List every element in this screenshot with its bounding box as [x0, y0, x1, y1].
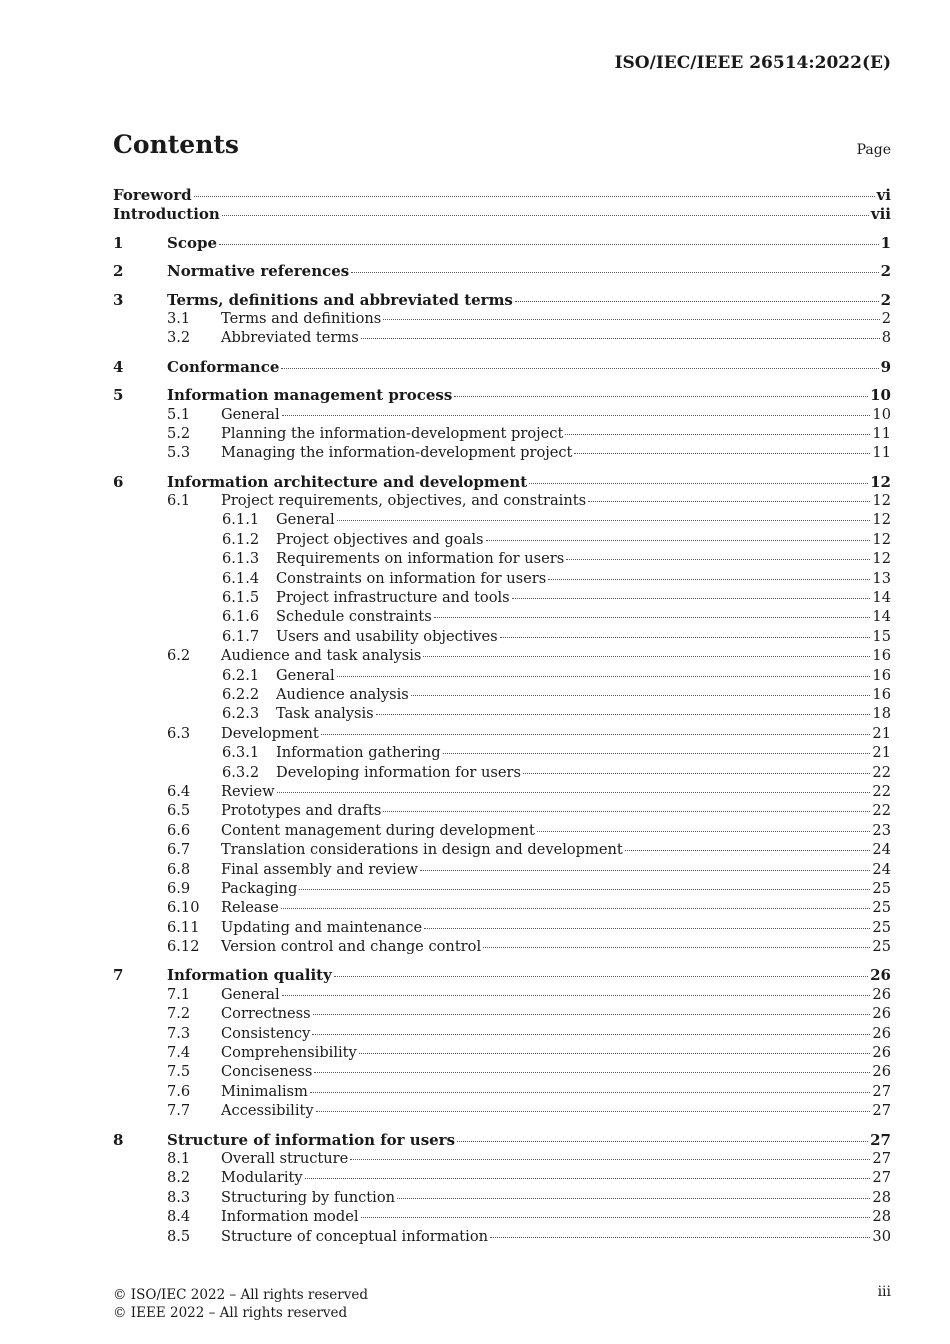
toc-entry-title: Requirements on information for users [276, 550, 565, 568]
toc-entry-page: 14 [872, 608, 891, 626]
toc-entry-title: Review [221, 782, 275, 800]
toc-leader-dots [314, 1072, 870, 1073]
toc-entry-page: 16 [872, 685, 891, 703]
toc-entry[interactable] [113, 667, 891, 686]
toc-entry[interactable] [113, 570, 891, 589]
toc-entry-number: 7.7 [167, 1102, 191, 1120]
toc-leader-dots [500, 637, 871, 638]
toc-leader-dots [312, 1034, 870, 1035]
toc-entry[interactable] [113, 406, 891, 425]
toc-leader-dots [537, 831, 871, 832]
toc-leader-dots [512, 598, 871, 599]
toc-entry[interactable] [113, 492, 891, 511]
toc-leader-dots [351, 272, 878, 273]
toc-entry-number: 2 [113, 262, 124, 281]
toc-leader-dots [457, 1141, 868, 1142]
toc-entry[interactable] [113, 986, 891, 1005]
toc-entry[interactable] [113, 386, 891, 405]
toc-entry-title: Information architecture and development [167, 472, 528, 491]
toc-entry-number: 6.3 [167, 724, 191, 742]
toc-leader-dots [313, 1014, 871, 1015]
toc-entry-title: Comprehensibility [221, 1044, 357, 1062]
toc-entry-number: 6.1.3 [222, 550, 260, 568]
toc-entry-title: Structure of information for users [167, 1130, 456, 1149]
toc-entry-page: 28 [872, 1188, 891, 1206]
toc-entry-page: 24 [872, 860, 891, 878]
toc-entry-number: 5.3 [167, 444, 191, 462]
toc-entry[interactable] [113, 608, 891, 627]
toc-spacer [113, 349, 891, 358]
toc-entry-page: 16 [872, 666, 891, 684]
toc-entry-title: Information quality [167, 966, 332, 985]
toc-entry-number: 6.3.1 [222, 744, 260, 762]
toc-entry-number: 1 [113, 233, 124, 252]
toc-entry-page: 26 [872, 1063, 891, 1081]
toc-entry-title: General [276, 511, 335, 529]
toc-entry-title: General [276, 666, 335, 684]
toc-leader-dots [420, 870, 870, 871]
toc-entry-page: 12 [872, 511, 891, 529]
toc-entry-title: Conciseness [221, 1063, 313, 1081]
toc-leader-dots [483, 947, 870, 948]
toc-spacer [113, 225, 891, 234]
page-column-label: Page [856, 142, 891, 158]
toc-entry-number: 7.6 [167, 1082, 191, 1100]
toc-entry-title: Project infrastructure and tools [276, 589, 510, 607]
copyright-iso-iec: © ISO/IEC 2022 – All rights reserved [113, 1287, 368, 1303]
toc-entry-title: Constraints on information for users [276, 569, 547, 587]
toc-entry-title: Users and usability objectives [276, 627, 498, 645]
toc-entry-page: 8 [881, 329, 891, 347]
toc-entry[interactable] [113, 1025, 891, 1044]
toc-entry[interactable] [113, 589, 891, 608]
toc-entry-page: 27 [872, 1149, 891, 1167]
toc-entry[interactable] [113, 841, 891, 860]
toc-leader-dots [548, 579, 870, 580]
toc-entry-page: 28 [872, 1208, 891, 1226]
toc-entry-number: 6 [113, 472, 124, 491]
toc-entry-number: 3 [113, 290, 124, 309]
toc-entry-number: 6.6 [167, 821, 191, 839]
toc-entry-page: 22 [872, 802, 891, 820]
toc-entry-page: 15 [872, 627, 891, 645]
toc-entry[interactable] [113, 647, 891, 666]
toc-leader-dots [443, 753, 871, 754]
toc-entry-title: Content management during development [221, 821, 535, 839]
toc-leader-dots [316, 1111, 871, 1112]
toc-entry-title: Schedule constraints [276, 608, 432, 626]
toc-entry-title: Development [221, 724, 319, 742]
toc-entry-page: 25 [872, 899, 891, 917]
toc-entry-number: 7.4 [167, 1044, 191, 1062]
toc-leader-dots [194, 196, 875, 197]
toc-entry-page: 26 [872, 1024, 891, 1042]
toc-entry-number: 6.8 [167, 860, 191, 878]
toc-entry-page: 25 [872, 879, 891, 897]
toc-entry[interactable] [113, 186, 891, 205]
toc-leader-dots [397, 1198, 870, 1199]
toc-entry[interactable] [113, 329, 891, 348]
toc-entry-page: 18 [872, 705, 891, 723]
toc-leader-dots [574, 453, 870, 454]
toc-entry-number: 6.1.7 [222, 627, 260, 645]
toc-entry-title: Planning the information-development project [221, 424, 564, 442]
toc-entry-title: Information management process [167, 386, 453, 405]
toc-entry-number: 7 [113, 966, 124, 985]
toc-entry-number: 6.1.6 [222, 608, 260, 626]
toc-spacer [113, 253, 891, 262]
toc-entry-page: 11 [872, 424, 891, 442]
toc-leader-dots [566, 559, 870, 560]
toc-leader-dots [282, 995, 871, 996]
toc-entry[interactable] [113, 919, 891, 938]
toc-leader-dots [411, 695, 871, 696]
toc-leader-dots [490, 1237, 870, 1238]
page-number: iii [877, 1284, 891, 1300]
toc-entry[interactable] [113, 628, 891, 647]
toc-entry-number: 5.1 [167, 405, 191, 423]
toc-leader-dots [299, 889, 870, 890]
toc-entry-page: 9 [880, 357, 891, 376]
toc-leader-dots [423, 656, 870, 657]
toc-leader-dots [337, 676, 871, 677]
footer-copyright [113, 1286, 368, 1322]
toc-entry-number: 6.2.3 [222, 705, 260, 723]
toc-spacer [113, 282, 891, 291]
toc-entry-number: 7.1 [167, 985, 191, 1003]
toc-entry-number: 6.12 [167, 938, 200, 956]
toc-entry[interactable] [113, 725, 891, 744]
toc-entry-title: Structuring by function [221, 1188, 396, 1206]
toc-entry[interactable] [113, 861, 891, 880]
toc-entry[interactable] [113, 425, 891, 444]
toc-entry-page: 26 [872, 985, 891, 1003]
toc-entry-number: 6.5 [167, 802, 191, 820]
toc-entry[interactable] [113, 1044, 891, 1063]
toc-spacer [113, 957, 891, 966]
toc-entry-page: vii [870, 205, 891, 224]
toc-leader-dots [310, 1092, 871, 1093]
toc-leader-dots [424, 928, 870, 929]
toc-entry[interactable] [113, 1131, 891, 1150]
toc-leader-dots [376, 714, 871, 715]
toc-entry[interactable] [113, 1208, 891, 1227]
toc-entry[interactable] [113, 234, 891, 253]
toc-leader-dots [383, 811, 870, 812]
table-of-contents [113, 186, 891, 1247]
toc-entry-title: Overall structure [221, 1149, 349, 1167]
toc-leader-dots [361, 1217, 871, 1218]
toc-entry-number: 8.3 [167, 1188, 191, 1206]
toc-entry-page: 13 [872, 569, 891, 587]
toc-entry-number: 8.2 [167, 1169, 191, 1187]
toc-entry[interactable] [113, 310, 891, 329]
toc-entry-number: 4 [113, 357, 124, 376]
toc-entry-page: 25 [872, 938, 891, 956]
toc-entry-page: 22 [872, 782, 891, 800]
toc-entry[interactable] [113, 822, 891, 841]
toc-entry-title: Foreword [113, 186, 192, 204]
toc-entry-page: 21 [872, 724, 891, 742]
toc-leader-dots [383, 319, 879, 320]
toc-entry-page: 26 [870, 966, 891, 985]
toc-entry-page: 26 [872, 1005, 891, 1023]
toc-entry-page: 12 [870, 472, 891, 491]
copyright-ieee: © IEEE 2022 – All rights reserved [113, 1305, 348, 1321]
toc-entry-page: 2 [880, 290, 891, 309]
toc-entry-page: 25 [872, 918, 891, 936]
toc-leader-dots [277, 792, 871, 793]
toc-entry-number: 6.1.2 [222, 530, 260, 548]
document-identifier: ISO/IEC/IEEE 26514:2022(E) [614, 53, 891, 73]
toc-entry-number: 3.2 [167, 329, 191, 347]
toc-entry-page: 12 [872, 530, 891, 548]
toc-entry[interactable] [113, 550, 891, 569]
toc-entry-number: 8.1 [167, 1149, 191, 1167]
toc-spacer [113, 464, 891, 473]
toc-entry-page: 12 [872, 550, 891, 568]
toc-entry-number: 6.2 [167, 647, 191, 665]
toc-entry-title: Terms and definitions [221, 309, 382, 327]
toc-entry-number: 6.10 [167, 899, 200, 917]
toc-entry[interactable] [113, 1102, 891, 1121]
toc-entry-page: 21 [872, 744, 891, 762]
toc-entry[interactable] [113, 1150, 891, 1169]
toc-entry[interactable] [113, 705, 891, 724]
toc-entry[interactable] [113, 291, 891, 310]
toc-entry[interactable] [113, 473, 891, 492]
toc-entry-title: Project objectives and goals [276, 530, 484, 548]
toc-entry-title: General [221, 985, 280, 1003]
toc-entry-page: 27 [870, 1130, 891, 1149]
toc-entry-number: 3.1 [167, 309, 191, 327]
toc-entry-number: 6.1.5 [222, 589, 260, 607]
toc-entry[interactable] [113, 1169, 891, 1188]
toc-entry-title: Structure of conceptual information [221, 1227, 489, 1245]
toc-entry-page: 1 [880, 233, 891, 252]
toc-leader-dots [361, 338, 880, 339]
toc-entry[interactable] [113, 899, 891, 918]
toc-entry-title: Prototypes and drafts [221, 802, 382, 820]
toc-entry-number: 8 [113, 1130, 124, 1149]
toc-entry[interactable] [113, 764, 891, 783]
toc-entry-page: 2 [880, 262, 891, 281]
toc-leader-dots [219, 244, 879, 245]
toc-entry-number: 7.5 [167, 1063, 191, 1081]
toc-entry-title: Abbreviated terms [221, 329, 359, 347]
toc-entry-number: 8.4 [167, 1208, 191, 1226]
toc-entry[interactable] [113, 938, 891, 957]
toc-leader-dots [434, 617, 871, 618]
toc-entry-number: 6.4 [167, 782, 191, 800]
toc-entry[interactable] [113, 444, 891, 463]
toc-entry-title: Packaging [221, 879, 298, 897]
toc-entry-page: 16 [872, 647, 891, 665]
toc-spacer [113, 1122, 891, 1131]
toc-entry-title: Correctness [221, 1005, 311, 1023]
toc-leader-dots [350, 1159, 870, 1160]
toc-leader-dots [523, 773, 870, 774]
toc-entry[interactable] [113, 205, 891, 224]
toc-entry-title: Release [221, 899, 279, 917]
page-title: Contents [113, 130, 240, 159]
toc-entry-page: 22 [872, 763, 891, 781]
toc-entry-number: 8.5 [167, 1227, 191, 1245]
toc-leader-dots [486, 540, 871, 541]
toc-spacer [113, 377, 891, 386]
toc-entry-number: 6.1.1 [222, 511, 260, 529]
toc-entry-page: 26 [872, 1044, 891, 1062]
toc-entry[interactable] [113, 511, 891, 530]
toc-entry-title: Introduction [113, 205, 220, 224]
toc-entry-title: Updating and maintenance [221, 918, 423, 936]
toc-entry-number: 6.1.4 [222, 569, 260, 587]
toc-entry-title: Conformance [167, 357, 280, 376]
toc-entry[interactable] [113, 262, 891, 281]
toc-leader-dots [282, 415, 871, 416]
toc-entry-title: Translation considerations in design and development [221, 841, 623, 859]
toc-entry[interactable] [113, 783, 891, 802]
toc-entry-title: Version control and change control [221, 938, 482, 956]
toc-entry-title: Information gathering [276, 744, 441, 762]
toc-entry-title: Consistency [221, 1024, 311, 1042]
toc-entry-title: Final assembly and review [221, 860, 418, 878]
toc-entry[interactable] [113, 1189, 891, 1208]
toc-entry-number: 7.2 [167, 1005, 191, 1023]
toc-leader-dots [565, 434, 870, 435]
toc-entry-title: Information model [221, 1208, 359, 1226]
toc-entry[interactable] [113, 1228, 891, 1247]
toc-entry-number: 6.2.1 [222, 666, 260, 684]
toc-leader-dots [359, 1053, 871, 1054]
toc-entry-number: 6.9 [167, 879, 191, 897]
toc-entry-page: 30 [872, 1227, 891, 1245]
toc-entry-page: 27 [872, 1082, 891, 1100]
toc-entry-title: General [221, 405, 280, 423]
toc-leader-dots [529, 483, 868, 484]
toc-leader-dots [515, 301, 879, 302]
toc-entry-page: 24 [872, 841, 891, 859]
toc-leader-dots [588, 501, 870, 502]
toc-entry-number: 6.7 [167, 841, 191, 859]
toc-entry[interactable] [113, 802, 891, 821]
toc-entry[interactable] [113, 744, 891, 763]
toc-entry-title: Terms, definitions and abbreviated terms [167, 290, 513, 309]
toc-entry-number: 5.2 [167, 424, 191, 442]
toc-entry[interactable] [113, 1005, 891, 1024]
toc-entry-page: 27 [872, 1102, 891, 1120]
toc-entry-number: 6.3.2 [222, 763, 260, 781]
toc-leader-dots [337, 520, 871, 521]
toc-entry-title: Minimalism [221, 1082, 308, 1100]
toc-leader-dots [625, 850, 871, 851]
toc-entry[interactable] [113, 966, 891, 985]
toc-entry-page: 12 [872, 492, 891, 510]
toc-entry-number: 7.3 [167, 1024, 191, 1042]
toc-entry-page: 10 [872, 405, 891, 423]
toc-leader-dots [454, 396, 868, 397]
toc-leader-dots [321, 734, 871, 735]
toc-entry-page: 10 [870, 386, 891, 405]
toc-entry[interactable] [113, 880, 891, 899]
toc-entry-title: Audience analysis [276, 685, 409, 703]
toc-entry[interactable] [113, 1083, 891, 1102]
toc-entry-number: 5 [113, 386, 124, 405]
toc-leader-dots [281, 368, 878, 369]
toc-entry-number: 6.1 [167, 492, 191, 510]
toc-entry-title: Scope [167, 233, 218, 252]
toc-entry-title: Modularity [221, 1169, 303, 1187]
toc-entry[interactable] [113, 358, 891, 377]
toc-entry-page: 2 [881, 309, 891, 327]
toc-entry-page: 11 [872, 444, 891, 462]
toc-leader-dots [222, 215, 869, 216]
toc-entry-title: Project requirements, objectives, and constraints [221, 492, 587, 510]
toc-leader-dots [305, 1178, 871, 1179]
toc-entry[interactable] [113, 531, 891, 550]
toc-entry[interactable] [113, 1063, 891, 1082]
toc-entry-title: Audience and task analysis [221, 647, 422, 665]
toc-entry-title: Managing the information-development project [221, 444, 573, 462]
toc-entry-title: Task analysis [276, 705, 374, 723]
toc-entry-title: Normative references [167, 262, 350, 281]
toc-entry-page: 14 [872, 589, 891, 607]
toc-entry-number: 6.2.2 [222, 685, 260, 703]
toc-leader-dots [281, 908, 871, 909]
toc-entry-title: Developing information for users [276, 763, 521, 781]
toc-entry-title: Accessibility [221, 1102, 314, 1120]
toc-entry-page: 27 [872, 1169, 891, 1187]
toc-entry-page: 23 [872, 821, 891, 839]
toc-entry-number: 6.11 [167, 918, 200, 936]
toc-entry[interactable] [113, 686, 891, 705]
toc-leader-dots [334, 976, 868, 977]
toc-entry-page: vi [876, 186, 891, 204]
